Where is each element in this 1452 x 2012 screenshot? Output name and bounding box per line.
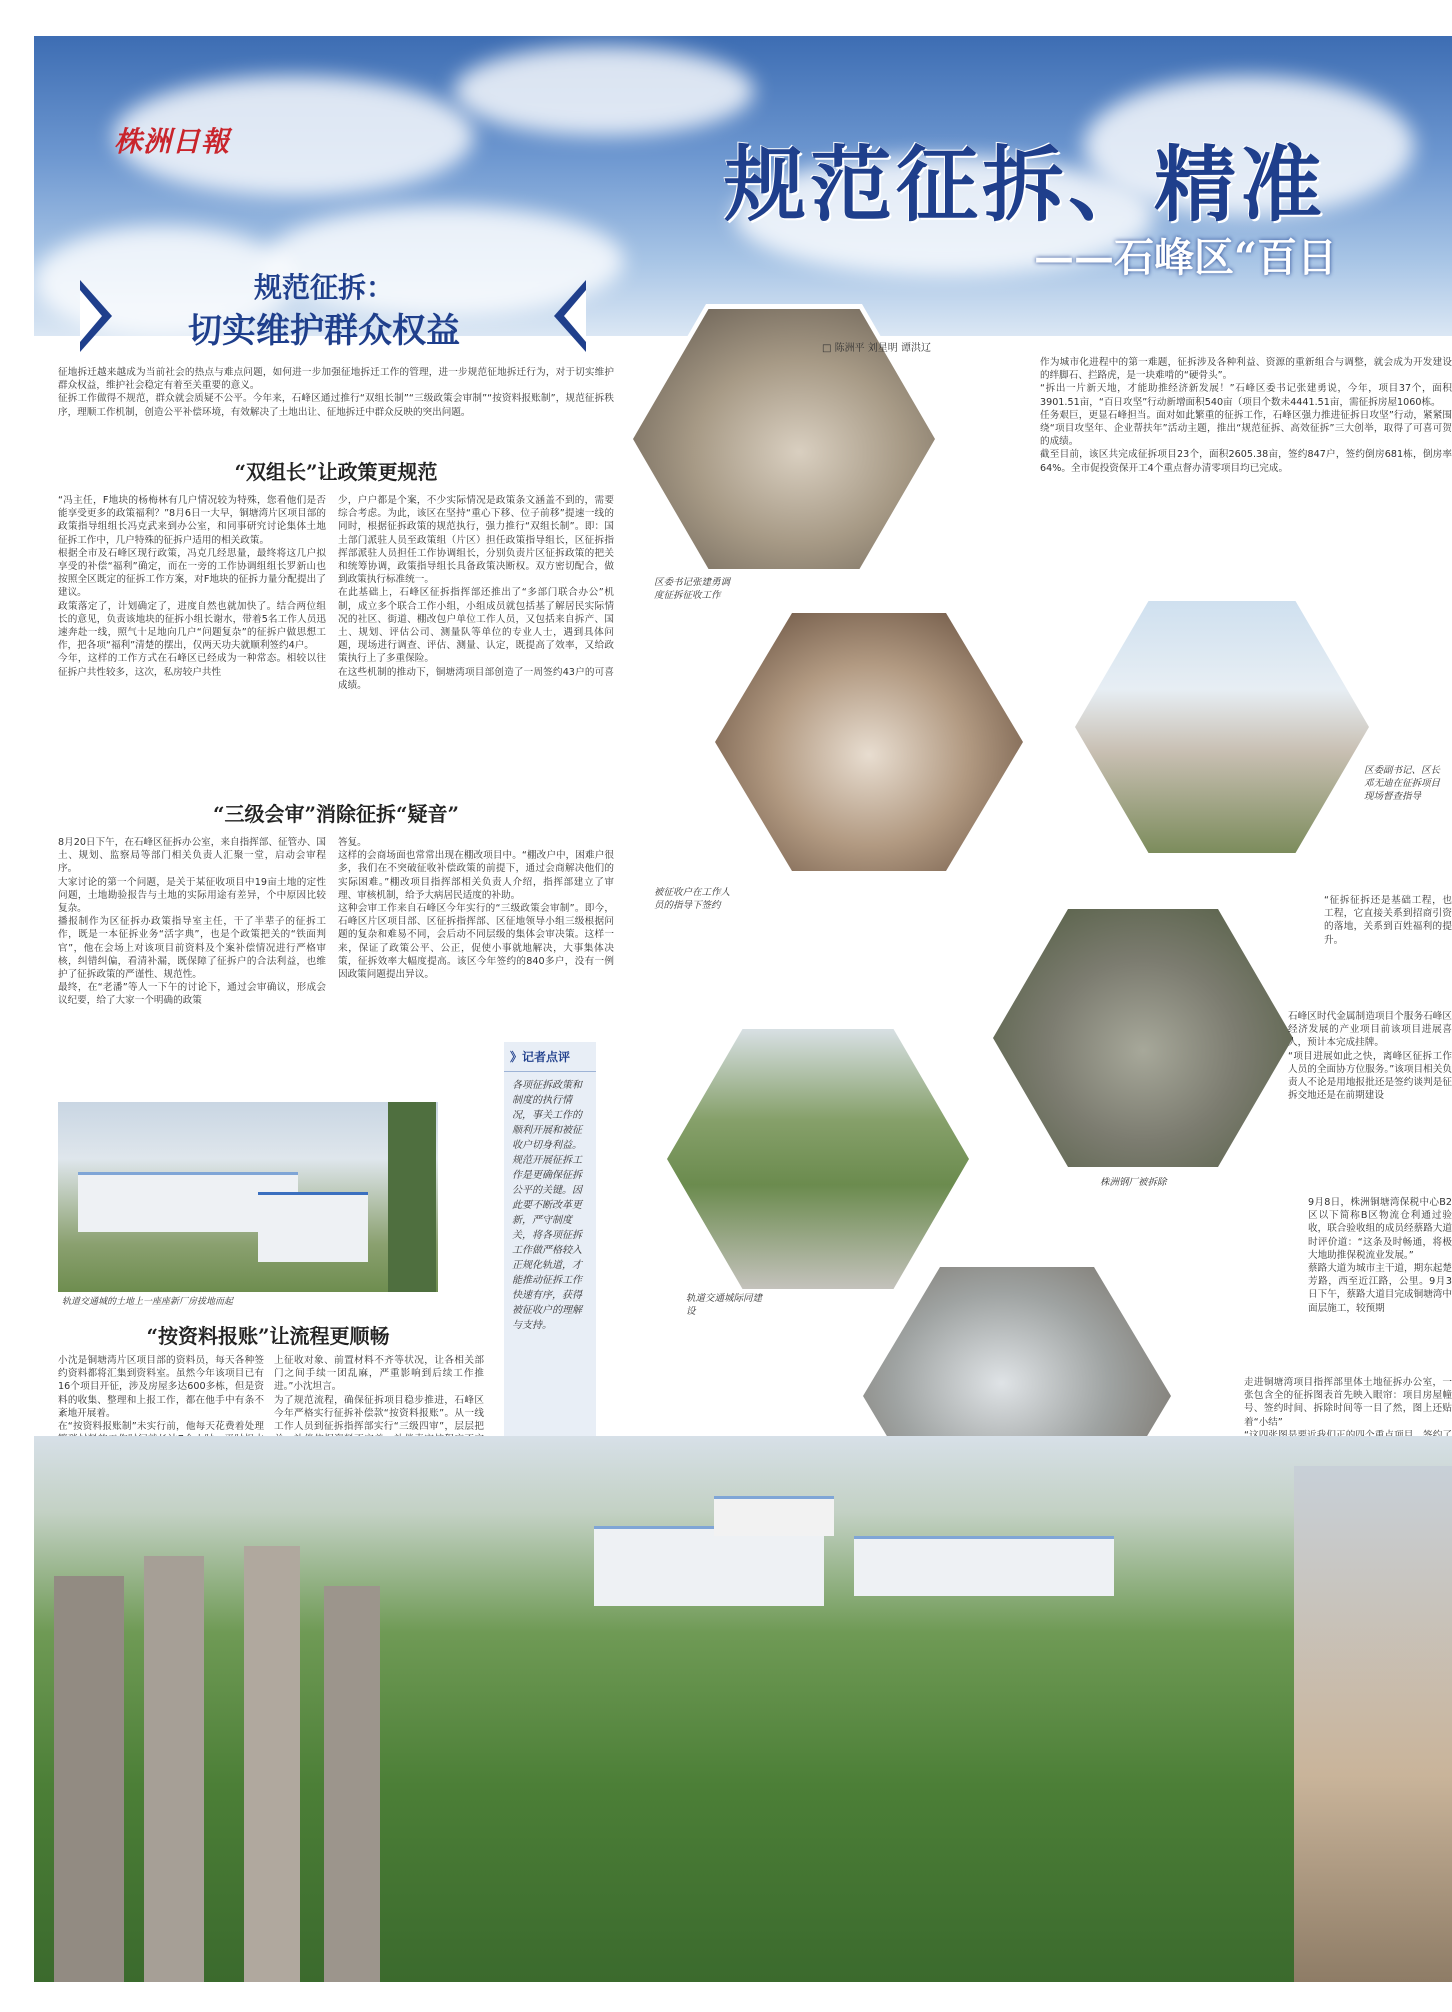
photo-caption: 区委副书记、区长邓无迪在征拆项目现场督查指导 <box>1364 765 1441 802</box>
photo-site-inspection <box>1070 596 1374 858</box>
sub-headline: ——石峰区“百日 <box>1034 234 1338 281</box>
photo-rail-transit <box>662 1024 974 1294</box>
section-title-line1: 规范征拆： <box>253 271 394 304</box>
commentary-title: 》记者点评 <box>504 1042 596 1072</box>
article-column: 上征收对象、前置材料不齐等状况，让各相关部门之间手续一团乱麻，严重影响到后续工作推进。”小沈坦言。 为了规范流程，确保征拆项目稳步推进，石峰区今年严格实行征拆补偿款“按资料报账”。从一线工作人员到征拆指挥部实行“三级四审”，层层把 <box>274 1355 484 1433</box>
photo-signing <box>710 608 1028 876</box>
chevron-right-icon <box>80 290 102 342</box>
article-column: 答复。 这样的会商场面也常常出现在棚改项目中。“棚改户中，困难户很多，我们在不突破征收补偿政策的前提下，通过会商解决他们的实际困难。”棚改项目指挥部相关负责人介绍，指挥部建立了审理、审核机制，给予大病居民适度的补助。 这种会审工作来自石峰区今年实行的“三级政策会审制”。即今，石峰区片区项目部、区征拆指挥部、区征地领导小组三级根据问题的复杂和难易不同，会后动不同层级的集体会审决策。这样一来，保证了政策公平、公正，促使小事就地解决，大事集体决策，征拆效率大幅度提高。该区今年签约的840多户，没有一例因政策问题提出异议。 <box>338 837 614 981</box>
reporter-commentary <box>504 1042 596 1482</box>
main-headline: 规范征拆、精准 <box>724 137 1327 233</box>
section-title-line2: 切实维护群众权益 <box>188 311 460 351</box>
section-intro: 征地拆迁越来越成为当前社会的热点与难点问题，如何进一步加强征地拆迁工作的管理，进一步规范征地拆迁行为，对于切实维护群众权益，维护社会稳定有着至关重要的意义。 征拆工作做得不规范，群众就会质疑不公平。今年来，石峰区通过推行“双组长制”“三级政策会审制”“按资料报账制”，规范征拆秩序，理顺工作机制，创造公平补偿环境，有效解决了土地出让、征地拆迁中群众反映的突出问题。 <box>58 367 614 418</box>
apartment-tower <box>144 1556 204 1982</box>
aerial-panorama <box>34 1436 1452 1982</box>
heading-report-by-materials: “按资料报账”让流程更顺畅 <box>146 1324 390 1348</box>
heading-double-leader: “双组长”让政策更规范 <box>234 460 438 484</box>
photo-caption: 区委书记张建勇调度征拆征收工作 <box>654 577 731 601</box>
factory-photo <box>58 1102 438 1292</box>
commentary-text: 各项征拆政策和制度的执行情况，事关工作的顺利开展和被征收户切身利益。规范开展征拆工作是更确保征拆公平的关键。因此要不断改革更新，严守制度关，将各项征拆工作做严格较入正规化轨道，才能推动征拆工作快速有序，获得被征收户的理解与支持。 <box>512 1080 582 1331</box>
section-title <box>134 268 514 354</box>
factory-building <box>714 1496 834 1536</box>
construction-tower <box>388 1102 436 1292</box>
article-column: “冯主任，F地块的杨梅林有几户情况较为特殊，您看他们是否能享受更多的政策福利？”8月6日一大早，铜塘湾片区项目部的政策指导组组长冯克武来到办公室，和同事研究讨论集体土地征拆工作中，几户特殊的征拆户适用的相关政策。 根据全市及石峰区现行政策，冯克几经思量，最终将这几户拟享受的补偿“福利”确定，而在一旁的工作协调组组长罗新山也按照全区既定的征拆工作方案，对F地块的征拆力量分配提出了建议。 政策落定了，计划确定了，进度自然也就加快了。结合两位组长的意见，负责该地块的征拆小组长谢水，带着5名工作人员迅速奔赴一线，照气十足地向几户“问题复杂”的征拆户做思想工作，把各项“福利”清楚的摆出，仅两天功夫就顺利签约4户。 今年，这样的工作方式在石峰区已经成为一种常态。相较以往征拆户共性较多，这次，私房较户共性 <box>58 495 326 678</box>
factory-building <box>258 1192 368 1262</box>
chevron-left-icon <box>564 290 586 342</box>
byline: □ 陈洲平 刘星明 谭洪辽 <box>822 343 931 354</box>
article-column: 作为城市化进程中的第一难题，征拆涉及各种利益、资源的重新组合与调整，就会成为开发建设的绊脚石、拦路虎，是一块难啃的“硬骨头”。 “拆出一片新天地，才能助推经济新发展！”石峰区委书记张建勇说，今年，项目37个，面积3901.51亩，“百日攻坚”行动新增面积540亩（项目个数未4441.51亩，需征拆房屋1060栋。 任务艰巨，更显石峰担当。面对如此繁重的征拆工作，石峰区强力推进征拆日攻坚”行动，紧紧围绕“项目攻坚年、企业帮扶年”活动主题，推出“规范征拆、高效征拆”三大创举，取得了可喜可贺的成绩。 截至目前，该区共完成征拆项目23个，面积2605.38亩，签约847户，签约倒房681栋，倒房率64%。全市促投资保开工4个重点督办清零项目均已完成。 <box>1040 357 1452 474</box>
highway-viaduct <box>1294 1466 1452 1982</box>
apartment-tower <box>324 1586 380 1982</box>
article-column: “征拆征拆还是基础工程，也工程，它直接关系到招商引资的落地，关系到百姓福利的提升。 <box>1324 895 1452 946</box>
article-column: 少，户户都是个案，不少实际情况是政策条文涵盖不到的，需要综合考虑。为此，该区在坚持“重心下移、位子前移”提速一线的同时，根据征拆政策的规范执行，强力推行“双组长制”。即：国土部门派驻人员至政策组（片区）担任政策指导组长，区征拆指挥部派驻人员担任工作协调组长，分别负责片区征拆政策的把关和统筹协调，政策指导组长具备政策决断权。双方密切配合，做到政策执行标准统一。 在此基础上，石峰区征拆指挥部还推出了“多部门联合办公”机制，成立多个联合工作小组，小组成员就包括基了解居民实际情况的社区、街道、棚改包户单位工作人员，又包括来自拆产、国土、规划、评估公司、测量队等单位的专业人士，遇到具体问题，现场进行调查、评估、测量、认定，既提高了效率，又给政策执行上了多重保险。 在这些机制的推动下，铜塘湾项目部创造了一周签约43户的可喜成绩。 <box>338 495 614 691</box>
article-column: 走进铜塘湾项目指挥部里体土地征拆办公室，一张包含全的征拆图表首先映入眼帘：项目房屋幢号、签约时间、拆除时间等一目了然，图上还贴着“小结” <box>1244 1377 1452 1428</box>
article-column: 8月20日下午，在石峰区征拆办公室，来自指挥部、征管办、国土、规划、监察局等部门相关负责人汇聚一堂，启动会审程序。 大家讨论的第一个问题，是关于某征收项目中19亩土地的定性问题，土地勘验报告与土地的实际用途有差异，个中原因比较复杂。 播报制作为区征拆办政策指导室主任，干了半辈子的征拆工作，既是一本征拆业务“活字典”，也是个政策把关的“铁面判官”，他在会场上对该项目前资料及个案补偿情况进行严格审核，纠错纠偏，看清补漏，既保障了征拆户的合法利益，也维护了征拆政策的严谨性、规范性。 最终，在“老潘”等人一下午的讨论下，通过会审确议，形成会议纪要，给了大家一个明确的政策 <box>58 837 326 1007</box>
article-column: 石峰区时代金属制造项目个服务石峰区经济发展的产业项目前该项目进展喜人，预计本完成挂牌。 “项目进展如此之快，离峰区征拆工作人员的全面协方位服务。”该项目相关负责人不论是用地报批还是签约谈判是征拆交地还是在前期建设 <box>1288 1011 1452 1102</box>
article-column: 9月8日，株洲铜塘湾保税中心B2区以下简称B区物流仓利通过验收，联合验收组的成员经蔡路大道时评价道：“这条及时畅通，将极大地助推保税流业发展。” 蔡路大道为城市主干道，期东起楚芳路，西至近江路，公里。9月3日下午，蔡路大道目完成铜塘湾中面层施工，较预期 <box>1308 1197 1452 1314</box>
factory-building <box>594 1526 824 1606</box>
photo-caption: 轨道交通城的土地上一座座新厂房拔地而起 <box>62 1297 234 1307</box>
photo-caption: 被征收户在工作人员的指导下签约 <box>654 887 731 911</box>
heading-three-level-review: “三级会审”消除征拆“疑音” <box>212 802 459 826</box>
apartment-tower <box>54 1576 124 1982</box>
photo-caption: 株洲钢厂被拆除 <box>1100 1177 1167 1188</box>
cloud <box>454 46 754 136</box>
factory-building <box>854 1536 1114 1596</box>
photo-steel-plant <box>988 904 1298 1172</box>
masthead-brand: 株洲日報 <box>114 125 231 158</box>
newspaper-page <box>34 36 1452 1982</box>
photo-caption: 轨道交通城际同建设 <box>686 1293 763 1317</box>
article-column: 小沈是铜塘湾片区项目部的资料员，每天各种签约资料都将汇集到资料室。虽然今年该项目已有16个项目开征，涉及房屋多达600多栋，但是资料的收集、整理和上报工作，都在他手中有条不紊地开展着。 在“按资料报账制”未实行前，他每天花费着处理 <box>58 1355 264 1433</box>
apartment-tower <box>244 1546 300 1982</box>
